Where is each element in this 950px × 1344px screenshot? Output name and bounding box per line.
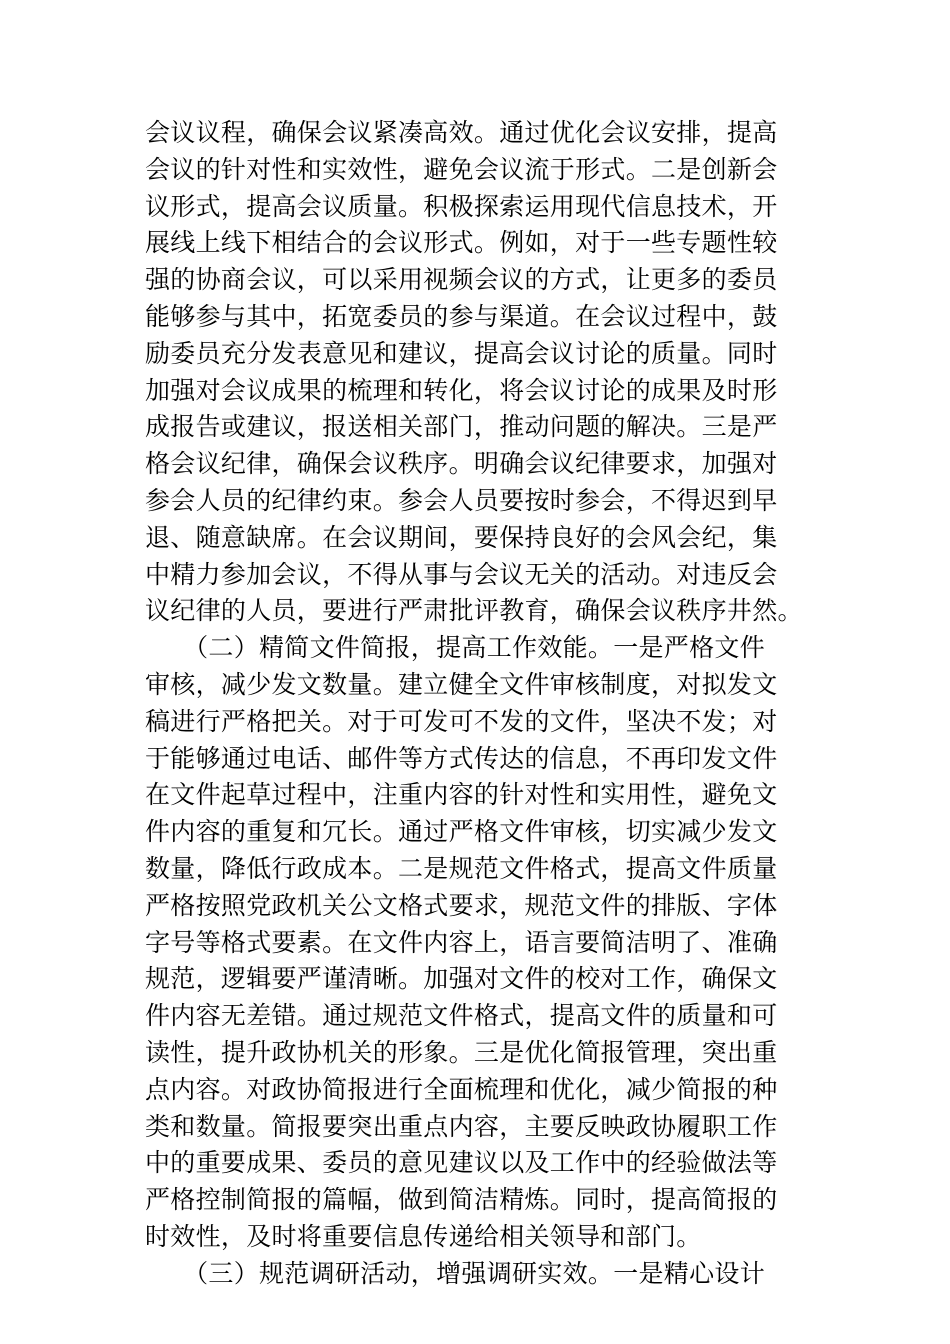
text-line: 退、随意缺席。在会议期间，要保持良好的会风会纪，集 [145, 522, 778, 552]
section-heading-line: （二）精简文件简报，提高工作效能。一是严格文件 [145, 633, 766, 663]
text-line: 件内容的重复和冗长。通过严格文件审核，切实减少发文 [145, 817, 778, 847]
document-body [145, 115, 810, 1293]
text-line: 励委员充分发表意见和建议，提高会议讨论的质量。同时 [145, 338, 778, 368]
text-line: 规范，逻辑要严谨清晰。加强对文件的校对工作，确保文 [145, 964, 778, 994]
text-line: 严格控制简报的篇幅，做到简洁精炼。同时，提高简报的 [145, 1185, 778, 1215]
text-line: 会议的针对性和实效性，避免会议流于形式。二是创新会 [145, 154, 778, 184]
section-heading-line: （三）规范调研活动，增强调研实效。一是精心设计 [145, 1258, 766, 1288]
text-line: 于能够通过电话、邮件等方式传达的信息，不再印发文件 [145, 743, 778, 773]
text-line: 字号等格式要素。在文件内容上，语言要简洁明了、准确 [145, 927, 778, 957]
text-line: 时效性，及时将重要信息传递给相关领导和部门。 [145, 1221, 702, 1251]
text-line: 数量，降低行政成本。二是规范文件格式，提高文件质量 [145, 853, 778, 883]
text-line: 中的重要成果、委员的意见建议以及工作中的经验做法等 [145, 1148, 778, 1178]
text-line: 点内容。对政协简报进行全面梳理和优化，减少简报的种 [145, 1074, 778, 1104]
text-line: 能够参与其中，拓宽委员的参与渠道。在会议过程中，鼓 [145, 301, 778, 331]
text-line: 读性，提升政协机关的形象。三是优化简报管理，突出重 [145, 1037, 778, 1067]
text-line: 类和数量。简报要突出重点内容，主要反映政协履职工作 [145, 1111, 778, 1141]
text-line: 参会人员的纪律约束。参会人员要按时参会，不得迟到早 [145, 485, 778, 515]
text-line: 件内容无差错。通过规范文件格式，提高文件的质量和可 [145, 1001, 778, 1031]
text-line: 议形式，提高会议质量。积极探索运用现代信息技术，开 [145, 191, 778, 221]
text-line: 议纪律的人员，要进行严肃批评教育，确保会议秩序井然。 [145, 596, 803, 626]
text-line: 格会议纪律，确保会议秩序。明确会议纪律要求，加强对 [145, 449, 778, 479]
text-line: 稿进行严格把关。对于可发可不发的文件，坚决不发；对 [145, 706, 778, 736]
text-line: 在文件起草过程中，注重内容的针对性和实用性，避免文 [145, 780, 778, 810]
text-line: 强的协商会议，可以采用视频会议的方式，让更多的委员 [145, 265, 778, 295]
text-line: 成报告或建议，报送相关部门，推动问题的解决。三是严 [145, 412, 778, 442]
text-line: 展线上线下相结合的会议形式。例如，对于一些专题性较 [145, 228, 778, 258]
text-line: 审核，减少发文数量。建立健全文件审核制度，对拟发文 [145, 669, 778, 699]
text-line: 加强对会议成果的梳理和转化，将会议讨论的成果及时形 [145, 375, 778, 405]
text-line: 会议议程，确保会议紧凑高效。通过优化会议安排，提高 [145, 118, 778, 147]
text-line: 中精力参加会议，不得从事与会议无关的活动。对违反会 [145, 559, 778, 589]
text-line: 严格按照党政机关公文格式要求，规范文件的排版、字体 [145, 890, 778, 920]
